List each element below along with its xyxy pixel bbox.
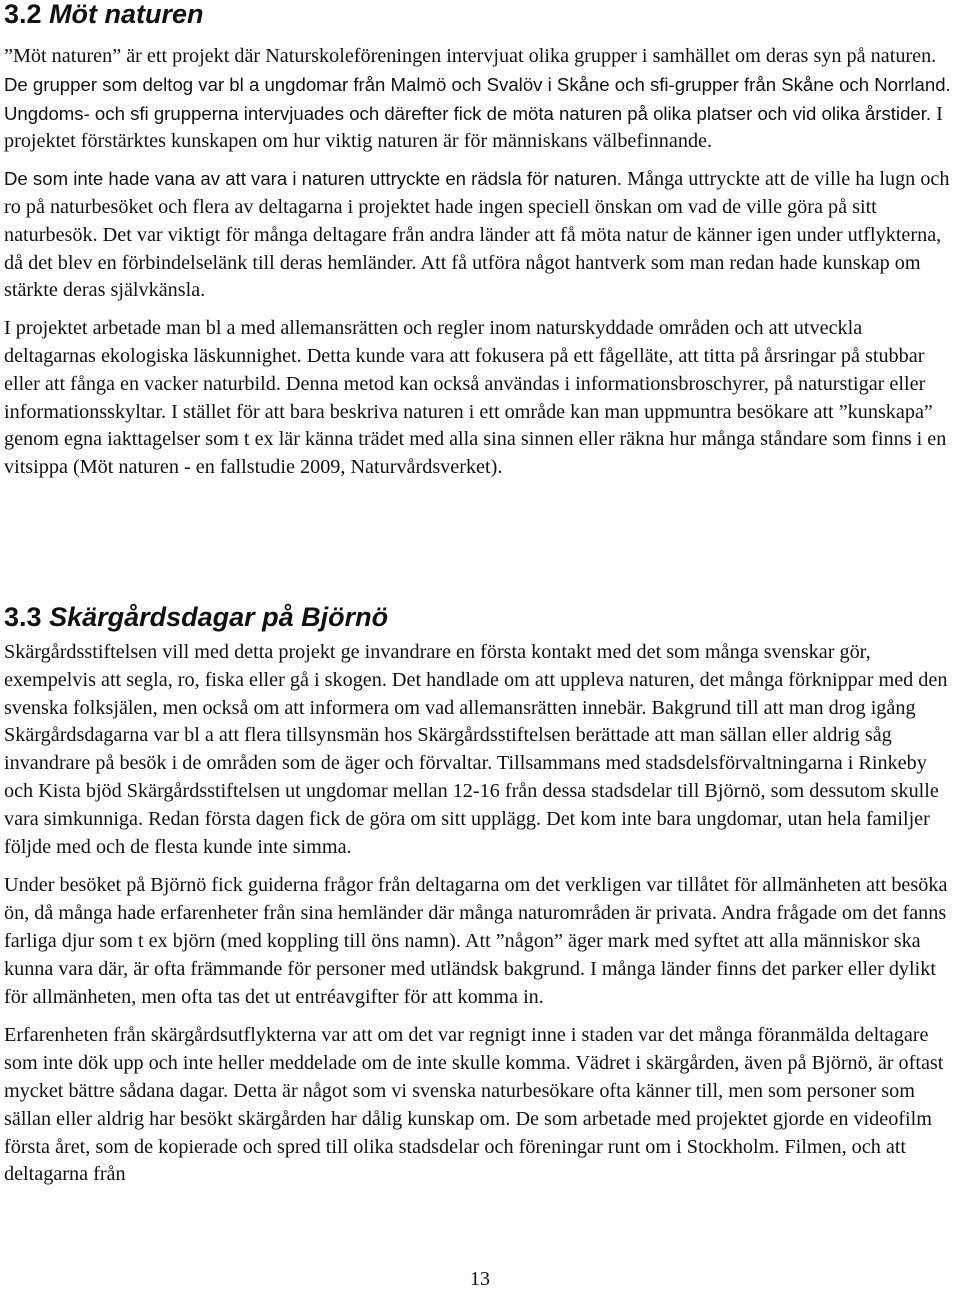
paragraph: Erfarenheten från skärgårdsutflykterna var att om det var regnigt inne i staden var det många föranmälda deltagare som inte dök upp och inte heller meddelade om de inte skulle komma. Vädret i skärgården, även på Björnö, är oftast mycket bättre sådana dagar. Detta är något som vi svenska naturbesökare ofta känner till, men som personer som sällan eller aldrig har besökt skärgården har dålig kunskap om. De som arbetade med projektet gjorde en videofilm första året, som de kopierade och spred till olika stadsdelar och föreningar runt om i Stockholm. Filmen, och att deltagarna från [4, 1024, 944, 1186]
section-heading [4, 603, 956, 631]
paragraph-text: De grupper som deltog var bl a ungdomar från Malmö och Svalöv i Skåne och sfi-grupper från Skåne och Norrland. Ungdoms- och sfi grupperna intervjuades och därefter fick de möta naturen på olika platser och vid olika årstider. [4, 73, 951, 124]
paragraph: Skärgårdsstiftelsen vill med detta projekt ge invandrare en första kontakt med det som många svenskar gör, exempelvis att segla, ro, fiska eller gå i skogen. Det handlade om att uppleva naturen, det många förknippar med den svenska folksjälen, men också om att informera om vad allemansrätten innebär. Bakgrund till att man drog igång Skärgårdsdagarna var bl a att flera tillsynsmän hos Skärgårdsstiftelsen berättade att man sällan eller aldrig såg invandrare på besök i de områden som de äger och förvaltar. Tillsammans med stadsdelsförvaltningarna i Rinkeby och Kista bjöd Skärgårdsstiftelsen ut ungdomar mellan 12-16 från dessa stadsdelar till Björnö, som dessutom skulle vara simkunniga. Redan första dagen fick de göra om sitt upplägg. Det kom inte bara ungdomar, utan hela familjer följde med och de flesta kunde inte simma. [4, 641, 948, 858]
paragraph-text: De som inte hade vana av att vara i naturen uttryckte en rädsla för naturen. [4, 168, 623, 190]
section-heading [4, 0, 956, 28]
section-number: 3.2 [4, 0, 42, 29]
section-title: Skärgårdsdagar på Björnö [49, 602, 389, 632]
section-title: Möt naturen [49, 0, 204, 29]
paragraph [4, 165, 956, 305]
paragraph-text: Många uttryckte att de ville ha lugn och ro på naturbesöket och flera av deltagarna i projektet hade ingen speciell önskan om vad de ville göra på sitt naturbesök. Det var viktigt för många deltagare från andra länder att få möta natur de känner igen under utflykterna, då det blev en förbindelselänk till deras hemländer. Att få utföra något hantverk som man redan hade kunskap om stärkte deras självkänsla. [4, 168, 950, 302]
page-number: 13 [470, 1268, 490, 1290]
section-number: 3.3 [4, 602, 42, 632]
paragraph-text: I projektet förstärktes kunskapen om hur viktig naturen är för människans välbefinnande. [4, 102, 943, 153]
section-3-3 [4, 603, 956, 1189]
paragraph [4, 42, 956, 156]
paragraph-text: ”Möt naturen” är ett projekt där Naturskoleföreningen intervjuat olika grupper i samhället om deras syn på naturen. [4, 45, 937, 67]
section-3-2 [4, 0, 956, 482]
paragraph: Under besöket på Björnö fick guiderna frågor från deltagarna om det verkligen var tillåtet för allmänheten att besöka ön, då många hade erfarenheter från sina hemländer där många naturområden är privata. Andra frågade om det fanns farliga djur som t ex björn (med koppling till öns namn). Att ”någon” äger mark med syftet att alla människor ska kunna vara där, är ofta främmande för personer med utländsk bakgrund. I många länder finns det parker eller dylikt för allmänheten, men ofta tas det ut entréavgifter för att komma in. [4, 874, 948, 1008]
paragraph: I projektet arbetade man bl a med allemansrätten och regler inom naturskyddade områden och att utveckla deltagarnas ekologiska läskunnighet. Detta kunde vara att fokusera på ett fågelläte, att titta på årsringar på stubbar eller att fånga en vacker naturbild. Denna metod kan också användas i informationsbroschyrer, på naturstigar eller informationsskyltar. I stället för att bara beskriva naturen i ett område kan man uppmuntra besökare att ”kunskapa” genom egna iakttagelser som t ex lär känna trädet med alla sina sinnen eller räkna hur många ståndare som finns i en vitsippa (Möt naturen - en fallstudie 2009, Naturvårdsverket). [4, 317, 947, 479]
